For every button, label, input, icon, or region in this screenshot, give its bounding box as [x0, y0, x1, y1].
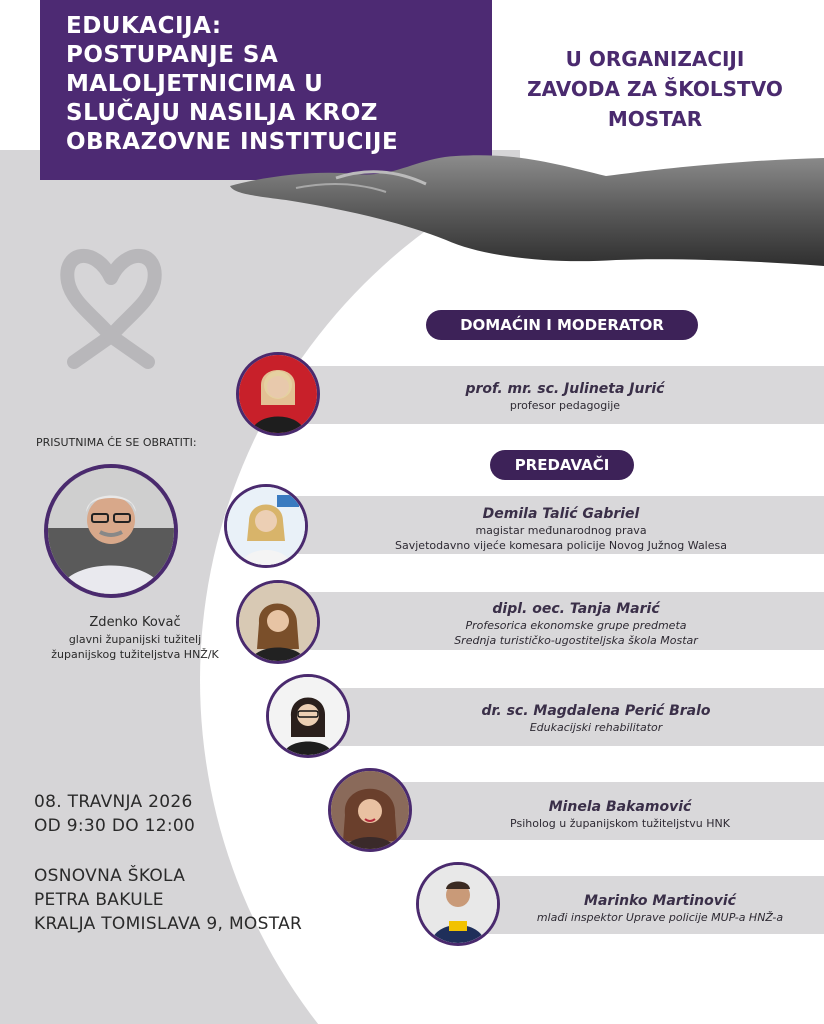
speaker-info	[510, 892, 810, 925]
keynote-affiliation: županijskog tužiteljstva HNŽ/K	[51, 648, 219, 661]
speaker-role: mlađi inspektor Uprave policije MUP-a HNŽ-a	[536, 911, 784, 924]
speaker-role: Profesorica ekonomske grupe predmeta	[465, 619, 687, 632]
host-name: prof. mr. sc. Julineta Jurić	[465, 381, 665, 397]
speaker-name: Minela Bakamović	[548, 799, 692, 815]
keynote-name: Zdenko Kovač	[89, 615, 181, 630]
speaker-affiliation: Savjetodavno vijeće komesara policije Novog Južnog Walesa	[395, 539, 727, 552]
venue-line: OSNOVNA ŠKOLA	[34, 866, 186, 886]
title-line: POSTUPANJE SA	[66, 42, 279, 68]
organizer-line: ZAVODA ZA ŠKOLSTVO	[527, 77, 783, 101]
keynote-avatar	[44, 464, 178, 598]
speaker-role: Edukacijski rehabilitator	[529, 721, 663, 734]
venue-address: KRALJA TOMISLAVA 9, MOSTAR	[34, 914, 303, 934]
host-info	[380, 380, 750, 413]
avatar	[266, 674, 350, 758]
avatar	[224, 484, 308, 568]
speaker-info	[366, 600, 786, 648]
title-line: SLUČAJU NASILJA KROZ	[66, 100, 378, 126]
title-line: EDUKACIJA:	[66, 13, 222, 39]
speaker-name: Marinko Martinović	[584, 893, 736, 909]
keynote-role: glavni županijski tužitelj	[68, 633, 202, 646]
keynote-intro: PRISUTNIMA ĆE SE OBRATITI:	[36, 436, 197, 449]
speaker-role: magistar međunarodnog prava	[475, 524, 647, 537]
event-time: OD 9:30 DO 12:00	[34, 816, 196, 836]
avatar	[328, 768, 412, 852]
venue-line: PETRA BAKULE	[34, 890, 164, 910]
host-section-label: DOMAĆIN I MODERATOR	[426, 310, 698, 340]
speakers-section-label: PREDAVAČI	[490, 450, 634, 480]
speaker-affiliation: Srednja turističko-ugostiteljska škola Mostar	[454, 634, 698, 647]
event-date: 08. TRAVNJA 2026	[34, 792, 193, 812]
awareness-ribbon-icon	[56, 240, 166, 370]
speaker-name: Demila Talić Gabriel	[482, 506, 640, 522]
speaker-info	[470, 798, 770, 831]
speaker-info	[346, 505, 776, 553]
organizer-line: MOSTAR	[607, 107, 703, 131]
speaker-role: Psiholog u županijskom tužiteljstvu HNK	[510, 817, 730, 830]
speaker-name: dr. sc. Magdalena Perić Bralo	[481, 703, 711, 719]
title-line: MALOLJETNICIMA U	[66, 71, 324, 97]
avatar	[236, 352, 320, 436]
avatar	[416, 862, 500, 946]
speaker-name: dipl. oec. Tanja Marić	[492, 601, 660, 617]
title-line: OBRAZOVNE INSTITUCIJE	[66, 129, 399, 155]
speaker-info	[396, 702, 796, 735]
hand-icon	[226, 148, 824, 272]
host-role: profesor pedagogije	[509, 399, 621, 412]
keynote-info	[20, 614, 250, 662]
organizer-line: U ORGANIZACIJI	[565, 47, 745, 71]
